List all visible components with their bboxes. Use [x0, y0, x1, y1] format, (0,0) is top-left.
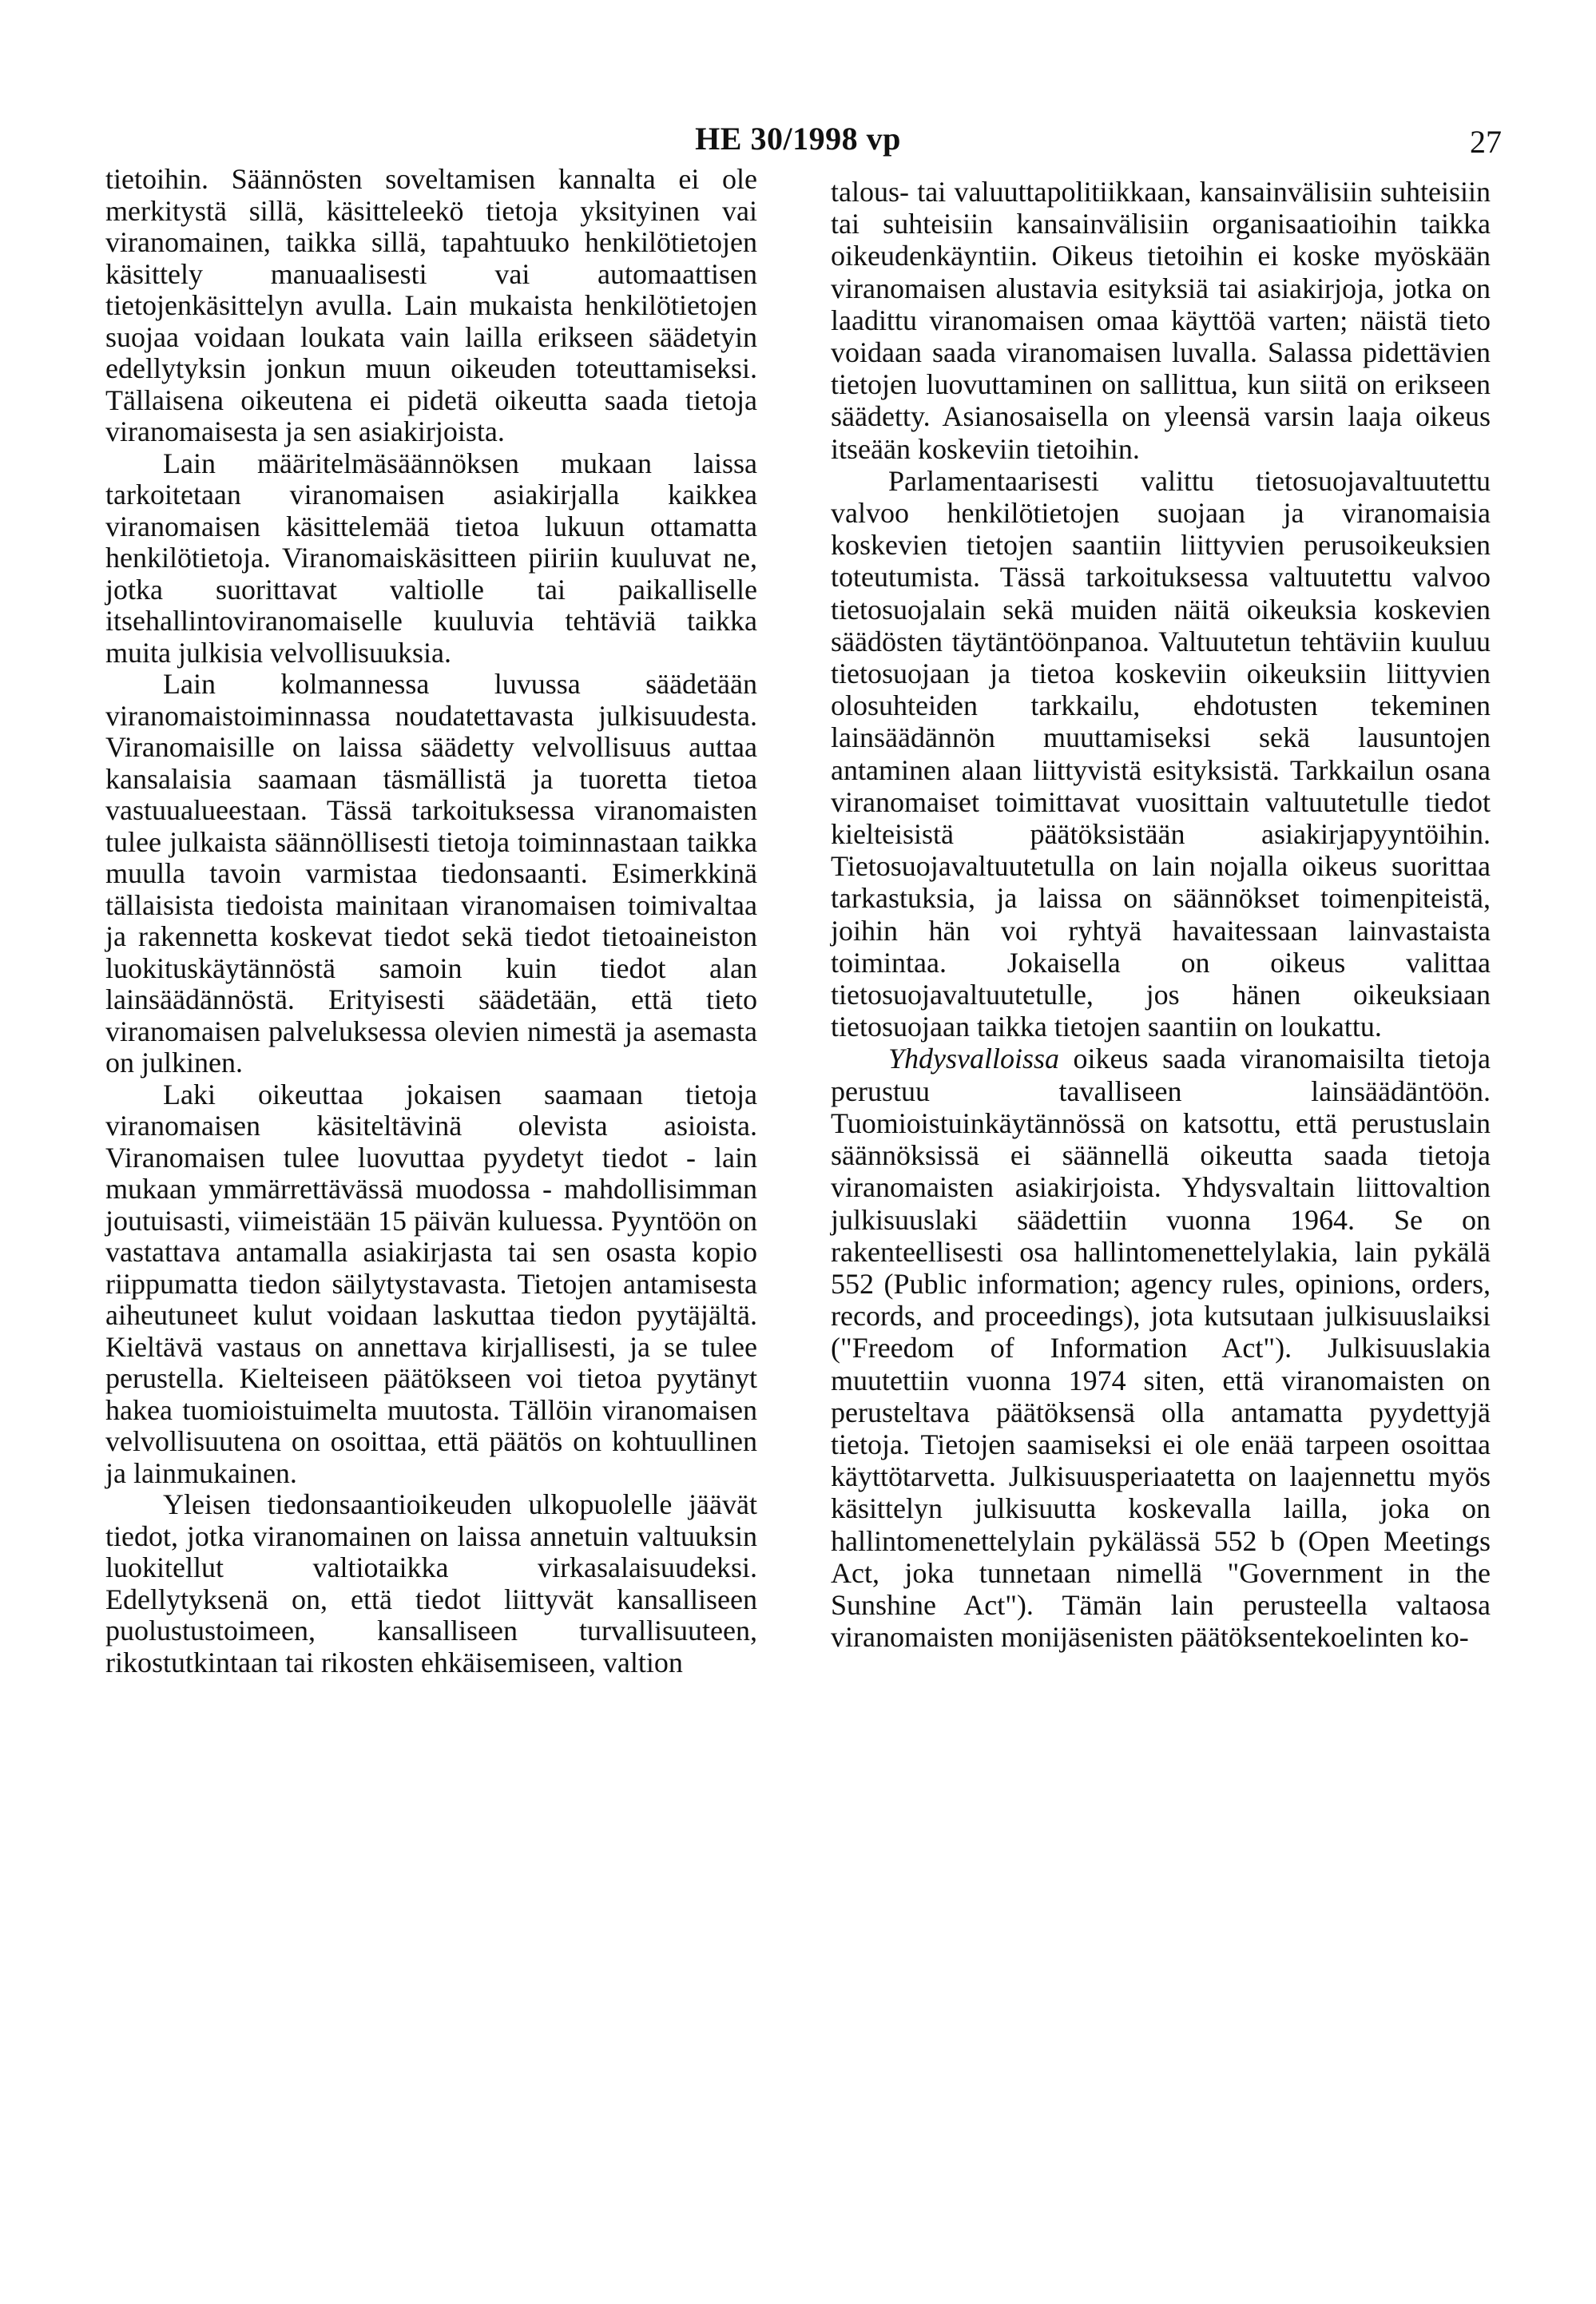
- paragraph: Lain määritelmäsäännöksen mukaan laissa tarkoitetaan viranomaisen asiakirjalla kaikkea viranomaisen käsittelemää tietoa lukuun ottamatta henkilötietoja. Viranomaiskäsitteen piiriin kuuluvat ne, jotka suorittavat valtiolle tai paikalliselle itsehallintoviranomaiselle kuuluvia tehtäviä taikka muita julkisia velvollisuuksia.: [105, 447, 757, 669]
- paragraph-usa: [831, 1043, 1491, 1653]
- running-head: HE 30/1998 vp: [695, 121, 901, 157]
- paragraph: Yleisen tiedonsaantioikeuden ulkopuolelle jäävät tiedot, jotka viranomainen on laissa annetuin valtuuksin luokitellut valtiotaikka virkasalaisuudeksi. Edellytyksenä on, että tiedot liittyvät kansalliseen puolustustoimeen, kansalliseen turvallisuuteen, rikostutkintaan tai rikosten ehkäisemiseen, valtion: [105, 1488, 757, 1678]
- right-column: [831, 176, 1491, 1653]
- paragraph: Lain kolmannessa luvussa säädetään viranomaistoiminnassa noudatettavasta julkisuudesta. Viranomaisille on laissa säädetty velvollisuus auttaa kansalaisia saamaan täsmällistä ja tuoretta tietoa vastuualueestaan. Tässä tarkoituksessa viranomaisten tulee julkaista säännöllisesti tietoja toiminnastaan taikka muulla tavoin varmistaa tiedonsaanti. Esimerkkinä tällaisista tiedoista mainitaan viranomaisen toimivaltaa ja rakennetta koskevat tiedot sekä tiedot tietoaineiston luokituskäytännöstä samoin kuin tiedot alan lainsäädännöstä. Erityisesti säädetään, että tieto viranomaisen palveluksessa olevien nimestä ja asemasta on julkinen.: [105, 668, 757, 1079]
- country-heading: Yhdysvalloissa: [888, 1043, 1060, 1075]
- page-number: 27: [1470, 124, 1502, 160]
- paragraph: tietoihin. Säännösten soveltamisen kannalta ei ole merkitystä sillä, käsitteleekö tietoja yksityinen vai viranomainen, taikka sillä, tapahtuuko henkilötietojen käsittely manuaalisesti vai automaattisen tietojenkäsittelyn avulla. Lain mukaista henkilötietojen suojaa voidaan loukata vain lailla erikseen säädetyin edellytyksin jonkun muun oikeuden toteuttamiseksi. Tällaisena oikeutena ei pidetä oikeutta saada tietoja viranomaisesta ja sen asiakirjoista.: [105, 163, 757, 447]
- paragraph: Laki oikeuttaa jokaisen saamaan tietoja viranomaisen käsiteltävinä olevista asioista. Viranomaisen tulee luovuttaa pyydetyt tiedot - lain mukaan ymmärrettävässä muodossa - mahdollisimman joutuisasti, viimeistään 15 päivän kuluessa. Pyyntöön on vastattava antamalla asiakirjasta tai sen osasta kopio riippumatta tiedon säilytystavasta. Tietojen antamisesta aiheutuneet kulut voidaan laskuttaa tiedon pyytäjältä. Kieltävä vastaus on annettava kirjallisesti, ja se tulee perustella. Kielteiseen päätökseen voi tietoa pyytänyt hakea tuomioistuimelta muutosta. Tällöin viranomaisen velvollisuutena on osoittaa, että päätös on kohtuullinen ja lainmukainen.: [105, 1078, 757, 1489]
- left-column: [105, 164, 757, 1678]
- paragraph: Parlamentaarisesti valittu tietosuojavaltuutettu valvoo henkilötietojen suojaan ja viranomaisia koskevien tietojen saantiin liittyvien perusoikeuksien toteutumista. Tässä tarkoituksessa valtuutettu valvoo tietosuojalain sekä muiden näitä oikeuksia koskevien säädösten täytäntöönpanoa. Valtuutetun tehtäviin kuuluu tietosuojaan ja tietoa koskeviin oikeuksiin liittyvien olosuhteiden tarkkailu, ehdotusten tekeminen lainsäädännön muuttamiseksi sekä lausuntojen antaminen alaan liittyvistä esityksistä. Tarkkailun osana viranomaiset toimittavat vuosittain valtuutetulle tiedot kielteisistä päätöksistään asiakirjapyyntöihin. Tietosuojavaltuutetulla on lain nojalla oikeus suorittaa tarkastuksia, ja laissa on säännökset toimenpiteistä, joihin hän voi ryhtyä havaitessaan lainvastaista toimintaa. Jokaisella on oikeus valittaa tietosuojavaltuutetulle, jos hänen oikeuksiaan tietosuojaan taikka tietojen saantiin on loukattu.: [831, 464, 1491, 1043]
- paragraph-text: oikeus saada viranomaisilta tietoja perustuu tavalliseen lainsäädäntöön. Tuomioistuinkäytännössä on katsottu, että perustuslain säännöksissä ei säännellä oikeutta saada tietoja viranomaisten asiakirjoista. Yhdysvaltain liittovaltion julkisuuslaki säädettiin vuonna 1964. Se on rakenteellisesti osa hallintomenettelylakia, lain pykälä 552 (Public information; agency rules, opinions, orders, records, and proceedings), jota kutsutaan julkisuuslaiksi ("Freedom of Information Act"). Julkisuuslakia muutettiin vuonna 1974 siten, että viranomaisten on perusteltava päätöksensä olla antamatta pyydettyjä tietoja. Tietojen saamiseksi ei ole enää tarpeen osoittaa käyttötarvetta. Julkisuusperiaatetta on laajennettu myös käsittelyn julkisuutta koskevalla lailla, joka on hallintomenettelylain pykälässä 552 b (Open Meetings Act, joka tunnetaan nimellä "Government in the Sunshine Act"). Tämän lain perusteella valtaosa viranomaisten monijäsenisten päätöksentekoelinten ko-: [831, 1043, 1491, 1654]
- page-header: [0, 120, 1596, 168]
- paragraph: talous- tai valuuttapolitiikkaan, kansainvälisiin suhteisiin tai suhteisiin kansainvälisiin organisaatioihin taikka oikeudenkäyntiin. Oikeus tietoihin ei koske myöskään viranomaisen alustavia esityksiä tai asiakirjoja, jotka on laadittu viranomaisen omaa käyttöä varten; näistä tieto voidaan saada viranomaisen luvalla. Salassa pidettävien tietojen luovuttaminen on sallittua, kun siitä on erikseen säädetty. Asianosaisella on yleensä varsin laaja oikeus itseään koskeviin tietoihin.: [831, 176, 1491, 465]
